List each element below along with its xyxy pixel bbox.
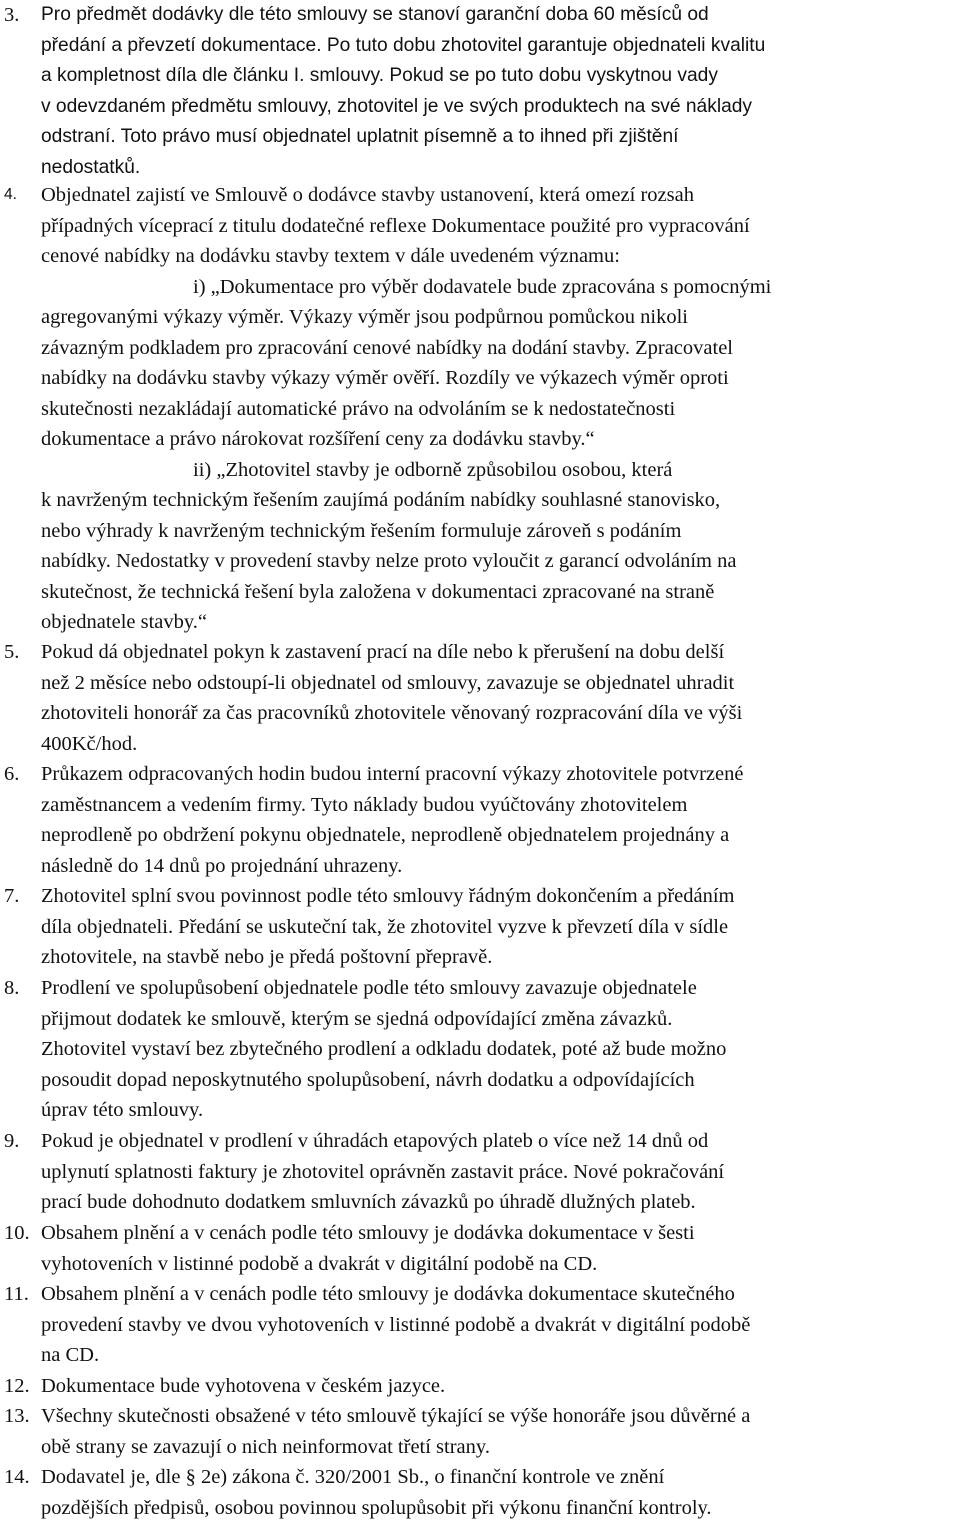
clause-number: 7. <box>4 881 19 912</box>
clause-text <box>41 1462 960 1523</box>
clause-line: Obsahem plnění a v cenách podle této smlouvy je dodávka dokumentace v šesti <box>41 1218 960 1249</box>
clause-line: skutečnost, že technická řešení byla založena v dokumentaci zpracované na straně <box>41 577 960 608</box>
clause-line: Prodlení ve spolupůsobení objednatele podle této smlouvy zavazuje objednatele <box>41 973 960 1004</box>
clause-line: cenové nabídky na dodávku stavby textem v dále uvedeném významu: <box>41 241 960 272</box>
clause-line: neprodleně po obdržení pokynu objednatele, neprodleně objednatelem projednány a <box>41 820 960 851</box>
clause-line: Zhotovitel vystaví bez zbytečného prodlení a odkladu dodatek, poté až bude možno <box>41 1034 960 1065</box>
clause-line: Všechny skutečnosti obsažené v této smlouvě týkající se výše honoráře jsou důvěrné a <box>41 1401 960 1432</box>
clause-line: případných víceprací z titulu dodatečné reflexe Dokumentace použité pro vypracování <box>41 211 960 242</box>
clause-line: obě strany se zavazují o nich neinformovat třetí strany. <box>41 1432 960 1463</box>
clause-text <box>41 1401 960 1462</box>
clause-line: posoudit dopad neposkytnutého spolupůsobení, návrh dodatku a odpovídajících <box>41 1065 960 1096</box>
clause-line: Pokud je objednatel v prodlení v úhradách etapových plateb o více než 14 dnů od <box>41 1126 960 1157</box>
clause-number: 10. <box>4 1218 30 1249</box>
clause-line: předání a převzetí dokumentace. Po tuto dobu zhotovitel garantuje objednateli kvalitu <box>41 31 960 62</box>
clause-line: Zhotovitel splní svou povinnost podle této smlouvy řádným dokončením a předáním <box>41 881 960 912</box>
clause-number: 9. <box>4 1126 19 1157</box>
clause-subitem-ii: ii) „Zhotovitel stavby je odborně způsobilou osobou, která <box>41 455 960 486</box>
clause-line: 400Kč/hod. <box>41 729 960 760</box>
clause-line: nedostatků. <box>41 153 960 184</box>
clause-line: objednatele stavby.“ <box>41 607 960 638</box>
clause-line: než 2 měsíce nebo odstoupí-li objednatel od smlouvy, zavazuje se objednatel uhradit <box>41 668 960 699</box>
clause-text <box>41 973 960 1126</box>
clause-line: nebo výhrady k navrženým technickým řešením formuluje zároveň s podáním <box>41 516 960 547</box>
clause-number: 8. <box>4 973 19 1004</box>
clause-number: 11. <box>4 1279 29 1310</box>
clause-line: následně do 14 dnů po projednání uhrazeny. <box>41 851 960 882</box>
clause-line: přijmout dodatek ke smlouvě, kterým se sjedná odpovídající změna závazků. <box>41 1004 960 1035</box>
clause-line: zhotoviteli honorář za čas pracovníků zhotovitele věnovaný rozpracování díla ve výši <box>41 698 960 729</box>
clause-text <box>41 881 960 973</box>
clause-line: závazným podkladem pro zpracování cenové nabídky na dodání stavby. Zpracovatel <box>41 333 960 364</box>
clause-line: v odevzdaném předmětu smlouvy, zhotovitel je ve svých produktech na své náklady <box>41 92 960 123</box>
clause-line: díla objednateli. Předání se uskuteční tak, že zhotovitel vyzve k převzetí díla v sídle <box>41 912 960 943</box>
clause-text <box>41 1371 960 1402</box>
clause-line: prací bude dohodnuto dodatkem smluvních závazků po úhradě dlužných plateb. <box>41 1187 960 1218</box>
clause-text <box>41 1279 960 1371</box>
clause-number: 6. <box>4 759 19 790</box>
clause-line: nabídky. Nedostatky v provedení stavby nelze proto vyloučit z garancí odvoláním na <box>41 546 960 577</box>
clause-line: zhotovitele, na stavbě nebo je předá poštovní přepravě. <box>41 942 960 973</box>
clause-number: 5. <box>4 637 19 668</box>
clause-line: dokumentace a právo nárokovat rozšíření ceny za dodávku stavby.“ <box>41 424 960 455</box>
clause-line: nabídky na dodávku stavby výkazy výměr ověří. Rozdíly ve výkazech výměr oproti <box>41 363 960 394</box>
clause-line: uplynutí splatnosti faktury je zhotovitel oprávněn zastavit práce. Nové pokračování <box>41 1157 960 1188</box>
clause-line: agregovanými výkazy výměr. Výkazy výměr jsou podpůrnou pomůckou nikoli <box>41 302 960 333</box>
clause-line: Objednatel zajistí ve Smlouvě o dodávce stavby ustanovení, která omezí rozsah <box>41 180 960 211</box>
clause-line: k navrženým technickým řešením zaujímá podáním nabídky souhlasné stanovisko, <box>41 485 960 516</box>
clause-subitem-i: i) „Dokumentace pro výběr dodavatele bude zpracována s pomocnými <box>41 272 960 303</box>
clause-line: Průkazem odpracovaných hodin budou interní pracovní výkazy zhotovitele potvrzené <box>41 759 960 790</box>
clause-number: 12. <box>4 1371 30 1402</box>
clause-number: 14. <box>4 1462 30 1493</box>
clause-text <box>41 180 960 638</box>
clause-line: Pro předmět dodávky dle této smlouvy se stanoví garanční doba 60 měsíců od <box>41 0 960 31</box>
clause-line: na CD. <box>41 1340 960 1371</box>
clause-line: odstraní. Toto právo musí objednatel uplatnit písemně a to ihned při zjištění <box>41 122 960 153</box>
clause-line: Dodavatel je, dle § 2e) zákona č. 320/2001 Sb., o finanční kontrole ve znění <box>41 1462 960 1493</box>
clause-line: úprav této smlouvy. <box>41 1095 960 1126</box>
clause-text <box>41 759 960 881</box>
clause-line: skutečnosti nezakládají automatické právo na odvoláním se k nedostatečnosti <box>41 394 960 425</box>
clause-text <box>41 637 960 759</box>
clause-number: 13. <box>4 1401 30 1432</box>
clause-line: vyhotoveních v listinné podobě a dvakrát v digitální podobě na CD. <box>41 1249 960 1280</box>
clause-line: Pokud dá objednatel pokyn k zastavení prací na díle nebo k přerušení na dobu delší <box>41 637 960 668</box>
clause-line: zaměstnancem a vedením firmy. Tyto náklady budou vyúčtovány zhotovitelem <box>41 790 960 821</box>
clause-text <box>41 1218 960 1279</box>
clause-number: 4. <box>4 180 17 211</box>
clause-line: Obsahem plnění a v cenách podle této smlouvy je dodávka dokumentace skutečného <box>41 1279 960 1310</box>
clause-text <box>41 0 960 183</box>
clause-line: a kompletnost díla dle článku I. smlouvy. Pokud se po tuto dobu vyskytnou vady <box>41 61 960 92</box>
clause-line: Dokumentace bude vyhotovena v českém jazyce. <box>41 1371 960 1402</box>
clause-number: 3. <box>4 0 19 31</box>
clause-line: provedení stavby ve dvou vyhotoveních v listinné podobě a dvakrát v digitální podobě <box>41 1310 960 1341</box>
clause-line: pozdějších předpisů, osobou povinnou spolupůsobit při výkonu finanční kontroly. <box>41 1493 960 1523</box>
clause-text <box>41 1126 960 1218</box>
